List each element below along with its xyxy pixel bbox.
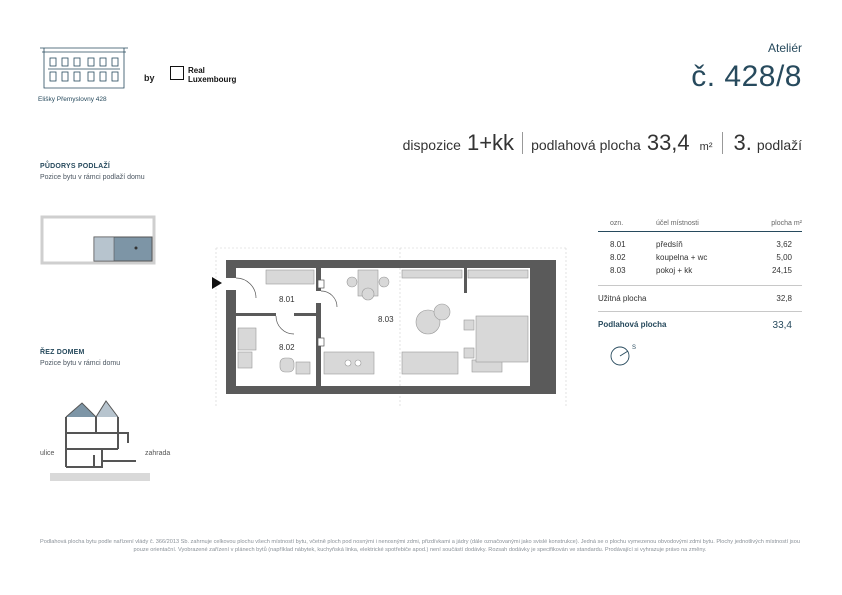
section-sub: Pozice bytu v rámci domu xyxy=(40,360,121,367)
divider xyxy=(522,132,523,154)
table-row xyxy=(598,253,802,266)
layout-value: 1+kk xyxy=(466,130,515,155)
floor-position-diagram xyxy=(40,215,156,270)
disclaimer: Podlahová plocha bytu podle nařízení vlády č. 366/2013 Sb. zahrnuje celkovou plochu všech místností bytu, včetně ploch pod nosnými i nenosnými zdmi, přizdívkami a jádry (dále označovanými jako svislé konstrukce). Jedná se o plochu vymezenou obvodovými zdmi bytu. Plochy jednotlivých místností jsou pouze orientační. Vyobrazené zařízení v plánech bytů (například nábytek, kuchyňská linka, elektrické spotřebiče apod.) není součástí dodávky. Rozsah dodávky je specifikován ve standardu. Prodávající si vyhrazuje právo na změny. xyxy=(40,539,800,553)
room-label-802: 8.02 xyxy=(279,343,295,352)
col-area: plocha m² xyxy=(771,220,802,227)
row-purpose: pokoj + kk xyxy=(656,266,693,275)
row-purpose: koupelna + wc xyxy=(656,253,708,262)
row-area: 3,62 xyxy=(776,240,792,249)
apartment-floor-plan xyxy=(206,240,576,410)
table-header xyxy=(598,220,802,232)
row-area: 5,00 xyxy=(776,253,792,262)
row-area: 24,15 xyxy=(771,266,792,275)
usable-value: 32,8 xyxy=(776,294,792,303)
floor-area-label: Podlahová plocha xyxy=(598,320,667,329)
unit-number: č. 428/8 xyxy=(691,60,802,93)
by-label: by xyxy=(144,73,155,83)
usable-label: Užitná plocha xyxy=(598,294,647,303)
garden-label: zahrada xyxy=(145,450,171,457)
area-value: 33,4 xyxy=(646,130,690,155)
compass xyxy=(598,345,802,367)
building-section-diagram xyxy=(40,395,152,488)
compass-icon xyxy=(610,345,637,367)
floorplan-heading: PŮDORYS PODLAŽÍ xyxy=(40,163,111,170)
row-code: 8.02 xyxy=(610,253,626,262)
table-row xyxy=(598,240,802,253)
compass-label: S xyxy=(632,345,637,351)
divider xyxy=(722,132,723,154)
floor-area-row xyxy=(598,312,802,331)
floor-area-value: 33,4 xyxy=(772,320,792,331)
usable-area-row xyxy=(598,286,802,312)
room-label-801: 8.01 xyxy=(279,295,295,304)
building-name: Elišky Přemyslovny 428 xyxy=(38,96,107,103)
developer-name-line1: Real xyxy=(188,66,205,75)
row-code: 8.01 xyxy=(610,240,626,249)
floor-label: podlaží xyxy=(756,137,802,153)
street-label: ulice xyxy=(40,450,55,457)
summary-line xyxy=(403,130,802,156)
developer-name-line2: Luxembourg xyxy=(188,75,237,84)
room-rows xyxy=(598,232,802,286)
row-purpose: předsíň xyxy=(656,240,683,249)
developer-logo-mark-icon xyxy=(170,66,184,80)
section-heading: ŘEZ DOMEM xyxy=(40,349,85,356)
floor-value: 3. xyxy=(733,130,752,155)
table-row xyxy=(598,266,802,279)
area-unit: m² xyxy=(699,141,713,153)
unit-type: Ateliér xyxy=(767,41,802,55)
col-code: ozn. xyxy=(610,220,624,227)
entry-arrow-icon xyxy=(212,277,222,289)
building-sketch-icon xyxy=(38,44,130,90)
layout-label: dispozice xyxy=(402,137,461,153)
row-code: 8.03 xyxy=(610,266,626,275)
floorplan-sub: Pozice bytu v rámci podlaží domu xyxy=(40,174,145,181)
rooms-table xyxy=(598,220,802,367)
col-purpose: účel místnosti xyxy=(656,220,699,227)
area-label: podlahová plocha xyxy=(531,137,641,153)
room-label-803: 8.03 xyxy=(378,315,394,324)
building-logo xyxy=(38,44,130,103)
